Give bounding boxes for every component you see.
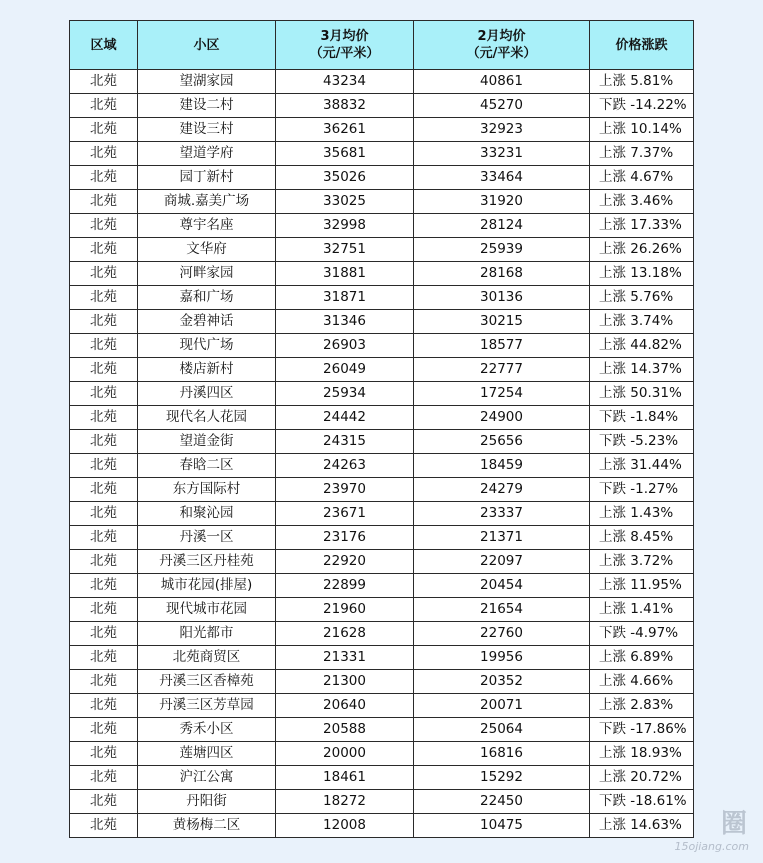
cell-price-change: 上涨 4.66%: [590, 670, 694, 694]
cell-price-change: 上涨 17.33%: [590, 214, 694, 238]
cell-march-price: 18461: [276, 766, 414, 790]
cell-march-price: 43234: [276, 70, 414, 94]
cell-district: 北苑: [70, 190, 138, 214]
cell-feb-price: 22097: [414, 550, 590, 574]
table-row: [70, 646, 694, 670]
cell-march-price: 35026: [276, 166, 414, 190]
cell-feb-price: 20352: [414, 670, 590, 694]
cell-district: 北苑: [70, 790, 138, 814]
cell-price-change: 上涨 6.89%: [590, 646, 694, 670]
header-march-unit: （元/平米）: [309, 46, 380, 61]
cell-community: 丹溪三区丹桂苑: [138, 550, 276, 574]
cell-march-price: 21300: [276, 670, 414, 694]
cell-price-change: 上涨 14.37%: [590, 358, 694, 382]
cell-march-price: 24263: [276, 454, 414, 478]
cell-feb-price: 28168: [414, 262, 590, 286]
cell-district: 北苑: [70, 478, 138, 502]
cell-community: 商城.嘉美广场: [138, 190, 276, 214]
cell-community: 春晗二区: [138, 454, 276, 478]
cell-community: 河畔家园: [138, 262, 276, 286]
cell-march-price: 38832: [276, 94, 414, 118]
cell-march-price: 21331: [276, 646, 414, 670]
cell-march-price: 31346: [276, 310, 414, 334]
cell-feb-price: 19956: [414, 646, 590, 670]
watermark-site-text: 15ojiang.com: [674, 840, 749, 853]
cell-community: 望湖家园: [138, 70, 276, 94]
table-row: [70, 118, 694, 142]
cell-march-price: 23970: [276, 478, 414, 502]
cell-district: 北苑: [70, 94, 138, 118]
header-feb-title: 2月均价: [477, 29, 526, 44]
cell-community: 望道学府: [138, 142, 276, 166]
cell-price-change: 上涨 1.41%: [590, 598, 694, 622]
header-feb-price: [414, 21, 590, 70]
table-row: [70, 262, 694, 286]
table-row: [70, 430, 694, 454]
cell-price-change: 下跌 -18.61%: [590, 790, 694, 814]
cell-community: 现代城市花园: [138, 598, 276, 622]
cell-price-change: 上涨 13.18%: [590, 262, 694, 286]
cell-feb-price: 21654: [414, 598, 590, 622]
cell-march-price: 23176: [276, 526, 414, 550]
cell-march-price: 36261: [276, 118, 414, 142]
table-row: [70, 814, 694, 838]
cell-district: 北苑: [70, 694, 138, 718]
cell-district: 北苑: [70, 766, 138, 790]
table-row: [70, 574, 694, 598]
cell-district: 北苑: [70, 622, 138, 646]
table-row: [70, 358, 694, 382]
cell-district: 北苑: [70, 166, 138, 190]
cell-march-price: 22899: [276, 574, 414, 598]
cell-march-price: 22920: [276, 550, 414, 574]
cell-feb-price: 31920: [414, 190, 590, 214]
cell-feb-price: 24900: [414, 406, 590, 430]
cell-feb-price: 25064: [414, 718, 590, 742]
cell-price-change: 上涨 50.31%: [590, 382, 694, 406]
cell-community: 建设三村: [138, 118, 276, 142]
cell-feb-price: 17254: [414, 382, 590, 406]
table-row: [70, 550, 694, 574]
cell-march-price: 20588: [276, 718, 414, 742]
header-change: 价格涨跌: [590, 21, 694, 70]
cell-community: 东方国际村: [138, 478, 276, 502]
table-row: [70, 382, 694, 406]
cell-district: 北苑: [70, 262, 138, 286]
cell-march-price: 33025: [276, 190, 414, 214]
cell-district: 北苑: [70, 118, 138, 142]
cell-feb-price: 24279: [414, 478, 590, 502]
cell-community: 黄杨梅二区: [138, 814, 276, 838]
cell-district: 北苑: [70, 574, 138, 598]
cell-feb-price: 23337: [414, 502, 590, 526]
table-row: [70, 142, 694, 166]
cell-district: 北苑: [70, 406, 138, 430]
cell-community: 阳光都市: [138, 622, 276, 646]
cell-district: 北苑: [70, 70, 138, 94]
cell-feb-price: 25656: [414, 430, 590, 454]
table-row: [70, 406, 694, 430]
cell-price-change: 上涨 5.81%: [590, 70, 694, 94]
cell-district: 北苑: [70, 214, 138, 238]
table-row: [70, 286, 694, 310]
table-row: [70, 694, 694, 718]
cell-march-price: 18272: [276, 790, 414, 814]
cell-feb-price: 22450: [414, 790, 590, 814]
cell-march-price: 12008: [276, 814, 414, 838]
price-table: [69, 20, 694, 838]
cell-price-change: 上涨 20.72%: [590, 766, 694, 790]
cell-price-change: 上涨 8.45%: [590, 526, 694, 550]
cell-community: 和聚沁园: [138, 502, 276, 526]
cell-march-price: 21960: [276, 598, 414, 622]
cell-community: 秀禾小区: [138, 718, 276, 742]
cell-district: 北苑: [70, 382, 138, 406]
cell-community: 丹溪一区: [138, 526, 276, 550]
table-row: [70, 502, 694, 526]
cell-community: 尊宇名座: [138, 214, 276, 238]
cell-district: 北苑: [70, 358, 138, 382]
cell-community: 丹阳街: [138, 790, 276, 814]
cell-march-price: 26049: [276, 358, 414, 382]
cell-price-change: 上涨 44.82%: [590, 334, 694, 358]
cell-community: 沪江公寓: [138, 766, 276, 790]
table-row: [70, 94, 694, 118]
table-row: [70, 310, 694, 334]
table-row: [70, 718, 694, 742]
cell-community: 文华府: [138, 238, 276, 262]
cell-feb-price: 20071: [414, 694, 590, 718]
cell-march-price: 32998: [276, 214, 414, 238]
cell-price-change: 上涨 3.46%: [590, 190, 694, 214]
cell-price-change: 下跌 -1.84%: [590, 406, 694, 430]
cell-district: 北苑: [70, 814, 138, 838]
cell-community: 建设二村: [138, 94, 276, 118]
header-feb-unit: （元/平米）: [466, 46, 537, 61]
table-row: [70, 478, 694, 502]
cell-community: 丹溪三区香樟苑: [138, 670, 276, 694]
cell-price-change: 上涨 11.95%: [590, 574, 694, 598]
table-body: [70, 70, 694, 838]
cell-price-change: 上涨 3.74%: [590, 310, 694, 334]
cell-price-change: 下跌 -17.86%: [590, 718, 694, 742]
table-row: [70, 334, 694, 358]
cell-community: 楼店新村: [138, 358, 276, 382]
cell-feb-price: 30215: [414, 310, 590, 334]
cell-price-change: 下跌 -4.97%: [590, 622, 694, 646]
cell-feb-price: 15292: [414, 766, 590, 790]
cell-community: 金碧神话: [138, 310, 276, 334]
cell-community: 丹溪三区芳草园: [138, 694, 276, 718]
cell-community: 北苑商贸区: [138, 646, 276, 670]
cell-march-price: 31871: [276, 286, 414, 310]
cell-march-price: 32751: [276, 238, 414, 262]
cell-feb-price: 25939: [414, 238, 590, 262]
table-row: [70, 598, 694, 622]
cell-district: 北苑: [70, 718, 138, 742]
cell-march-price: 20640: [276, 694, 414, 718]
cell-district: 北苑: [70, 646, 138, 670]
cell-price-change: 上涨 1.43%: [590, 502, 694, 526]
cell-feb-price: 28124: [414, 214, 590, 238]
cell-march-price: 35681: [276, 142, 414, 166]
cell-march-price: 26903: [276, 334, 414, 358]
cell-community: 嘉和广场: [138, 286, 276, 310]
cell-feb-price: 33231: [414, 142, 590, 166]
table-row: [70, 214, 694, 238]
cell-price-change: 上涨 31.44%: [590, 454, 694, 478]
cell-march-price: 25934: [276, 382, 414, 406]
cell-district: 北苑: [70, 334, 138, 358]
cell-district: 北苑: [70, 286, 138, 310]
cell-feb-price: 45270: [414, 94, 590, 118]
table-row: [70, 166, 694, 190]
table-row: [70, 190, 694, 214]
cell-price-change: 上涨 5.76%: [590, 286, 694, 310]
cell-district: 北苑: [70, 742, 138, 766]
header-march-price: [276, 21, 414, 70]
cell-feb-price: 20454: [414, 574, 590, 598]
table-row: [70, 622, 694, 646]
cell-price-change: 上涨 3.72%: [590, 550, 694, 574]
cell-district: 北苑: [70, 526, 138, 550]
cell-feb-price: 18577: [414, 334, 590, 358]
cell-march-price: 21628: [276, 622, 414, 646]
table-row: [70, 454, 694, 478]
cell-price-change: 下跌 -1.27%: [590, 478, 694, 502]
cell-price-change: 上涨 7.37%: [590, 142, 694, 166]
cell-feb-price: 16816: [414, 742, 590, 766]
cell-community: 城市花园(排屋): [138, 574, 276, 598]
watermark-logo-text: 圈: [720, 809, 749, 839]
table-row: [70, 670, 694, 694]
cell-price-change: 上涨 26.26%: [590, 238, 694, 262]
cell-community: 现代名人花园: [138, 406, 276, 430]
cell-feb-price: 21371: [414, 526, 590, 550]
header-district: 区域: [70, 21, 138, 70]
header-community: 小区: [138, 21, 276, 70]
cell-feb-price: 22760: [414, 622, 590, 646]
cell-district: 北苑: [70, 550, 138, 574]
cell-feb-price: 32923: [414, 118, 590, 142]
cell-price-change: 上涨 10.14%: [590, 118, 694, 142]
cell-price-change: 上涨 18.93%: [590, 742, 694, 766]
cell-district: 北苑: [70, 430, 138, 454]
cell-district: 北苑: [70, 502, 138, 526]
cell-price-change: 上涨 2.83%: [590, 694, 694, 718]
cell-price-change: 下跌 -5.23%: [590, 430, 694, 454]
cell-feb-price: 30136: [414, 286, 590, 310]
cell-community: 园丁新村: [138, 166, 276, 190]
cell-district: 北苑: [70, 598, 138, 622]
table-row: [70, 790, 694, 814]
cell-community: 望道金街: [138, 430, 276, 454]
cell-community: 莲塘四区: [138, 742, 276, 766]
cell-march-price: 31881: [276, 262, 414, 286]
cell-district: 北苑: [70, 238, 138, 262]
table-header: [70, 21, 694, 70]
table-row: [70, 70, 694, 94]
cell-march-price: 23671: [276, 502, 414, 526]
cell-district: 北苑: [70, 310, 138, 334]
table-row: [70, 238, 694, 262]
cell-price-change: 下跌 -14.22%: [590, 94, 694, 118]
cell-feb-price: 33464: [414, 166, 590, 190]
cell-price-change: 上涨 14.63%: [590, 814, 694, 838]
table-row: [70, 742, 694, 766]
cell-feb-price: 22777: [414, 358, 590, 382]
cell-feb-price: 18459: [414, 454, 590, 478]
header-march-title: 3月均价: [320, 29, 369, 44]
cell-march-price: 24315: [276, 430, 414, 454]
price-table-container: [69, 20, 693, 838]
table-row: [70, 766, 694, 790]
cell-district: 北苑: [70, 670, 138, 694]
cell-district: 北苑: [70, 454, 138, 478]
cell-district: 北苑: [70, 142, 138, 166]
header-row: [70, 21, 694, 70]
cell-march-price: 24442: [276, 406, 414, 430]
cell-feb-price: 10475: [414, 814, 590, 838]
cell-feb-price: 40861: [414, 70, 590, 94]
cell-price-change: 上涨 4.67%: [590, 166, 694, 190]
cell-community: 丹溪四区: [138, 382, 276, 406]
cell-community: 现代广场: [138, 334, 276, 358]
cell-march-price: 20000: [276, 742, 414, 766]
table-row: [70, 526, 694, 550]
